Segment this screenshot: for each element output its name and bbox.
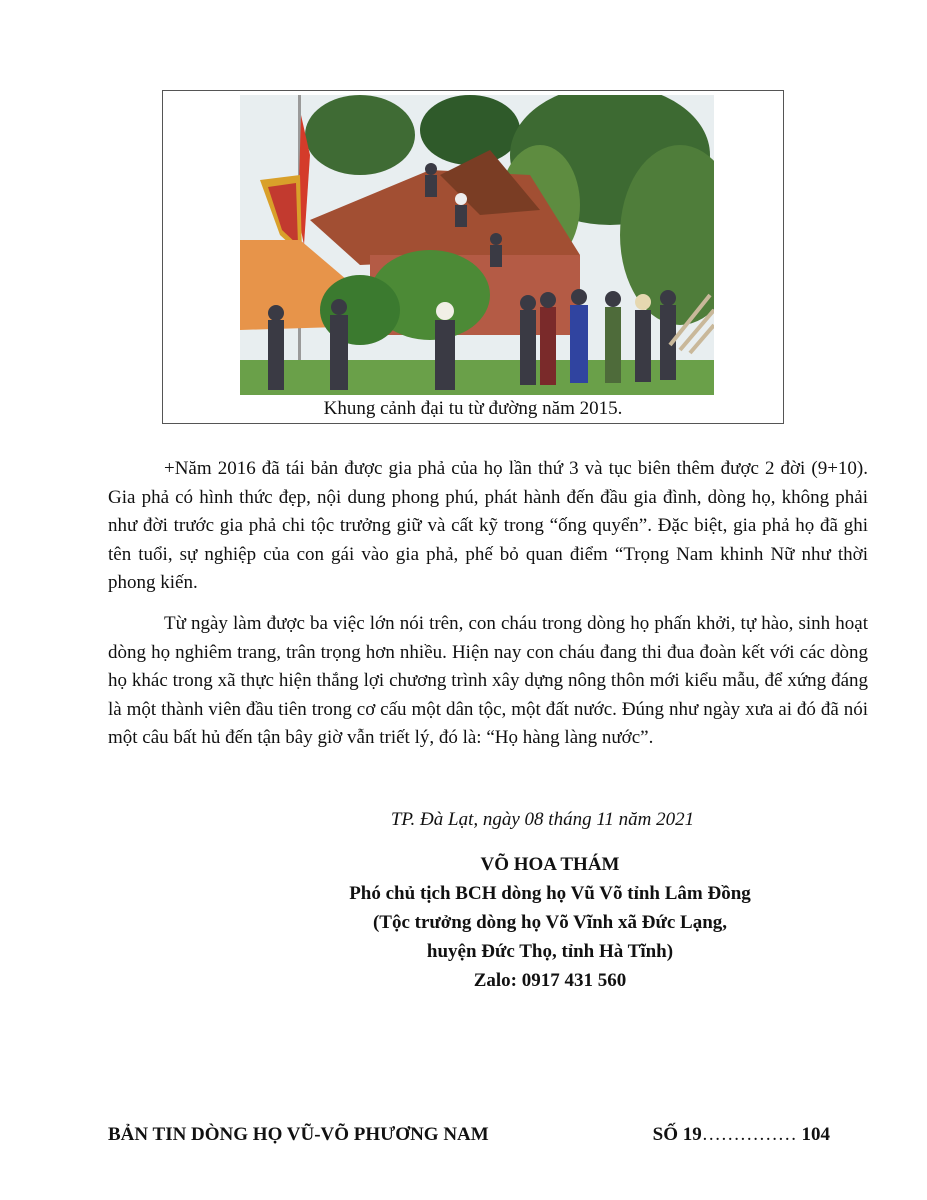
- paragraph-1-text: +Năm 2016 đã tái bản được gia phả của họ lần thứ 3 và tục biên thêm được 2 đời (9+10). Gia phả có hình thức đẹp, nội dung phong phú, phát hành đến đầu gia đình, dòng họ, không phải như đời trước gia phả chi tộc trưởng giữ và cất kỹ trong “ống quyển”. Đặc biệt, gia phả họ đã ghi tên tuổi, sự nghiệp của con gái vào gia phả, phế bỏ quan điểm “Trọng Nam khinh Nữ như thời phong kiến.: [108, 458, 868, 593]
- page-number: 104: [801, 1124, 830, 1145]
- author-title: Phó chủ tịch BCH dòng họ Vũ Võ tỉnh Lâm Đồng: [349, 883, 751, 904]
- figure: [162, 90, 784, 424]
- author-name: VÕ HOA THÁM: [480, 854, 620, 875]
- renovation-photo: [240, 95, 714, 395]
- author-role-line-2: huyện Đức Thọ, tỉnh Hà Tĩnh): [426, 941, 674, 962]
- author-contact: Zalo: 0917 431 560: [473, 970, 627, 991]
- paragraph-1: [108, 455, 868, 598]
- publication-name: BẢN TIN DÒNG HỌ VŨ-VÕ PHƯƠNG NAM: [108, 1124, 489, 1145]
- paragraph-2-text: Từ ngày làm được ba việc lớn nói trên, con cháu trong dòng họ phấn khởi, tự hào, sinh hoạt dòng họ nghiêm trang, trân trọng hơn nhiều. Hiện nay con cháu đang thi đua đoàn kết với các dòng họ khác trong xã thực hiện thắng lợi chương trình xây dựng nông thôn mới kiểu mẫu, để xứng đáng là một thành viên đầu tiên trong cơ cấu một dân tộc, một đất nước. Đúng như ngày xưa ai đó đã nói một câu bất hủ đến tận bây giờ vẫn triết lý, đó là: “Họ hàng làng nước”.: [108, 613, 868, 748]
- figure-caption: Khung cảnh đại tu từ đường năm 2015.: [323, 398, 623, 419]
- paragraph-2: [108, 610, 868, 753]
- photo-illustration: [240, 95, 714, 395]
- signature-block: [270, 850, 830, 995]
- issue-info: [653, 1122, 830, 1148]
- author-role-line-1: (Tộc trưởng dòng họ Võ Vĩnh xã Đức Lạng,: [372, 912, 728, 933]
- issue-label: SỐ 19: [652, 1124, 702, 1145]
- issue-dots: ……………: [701, 1124, 797, 1145]
- place-date: TP. Đà Lạt, ngày 08 tháng 11 năm 2021: [390, 809, 695, 830]
